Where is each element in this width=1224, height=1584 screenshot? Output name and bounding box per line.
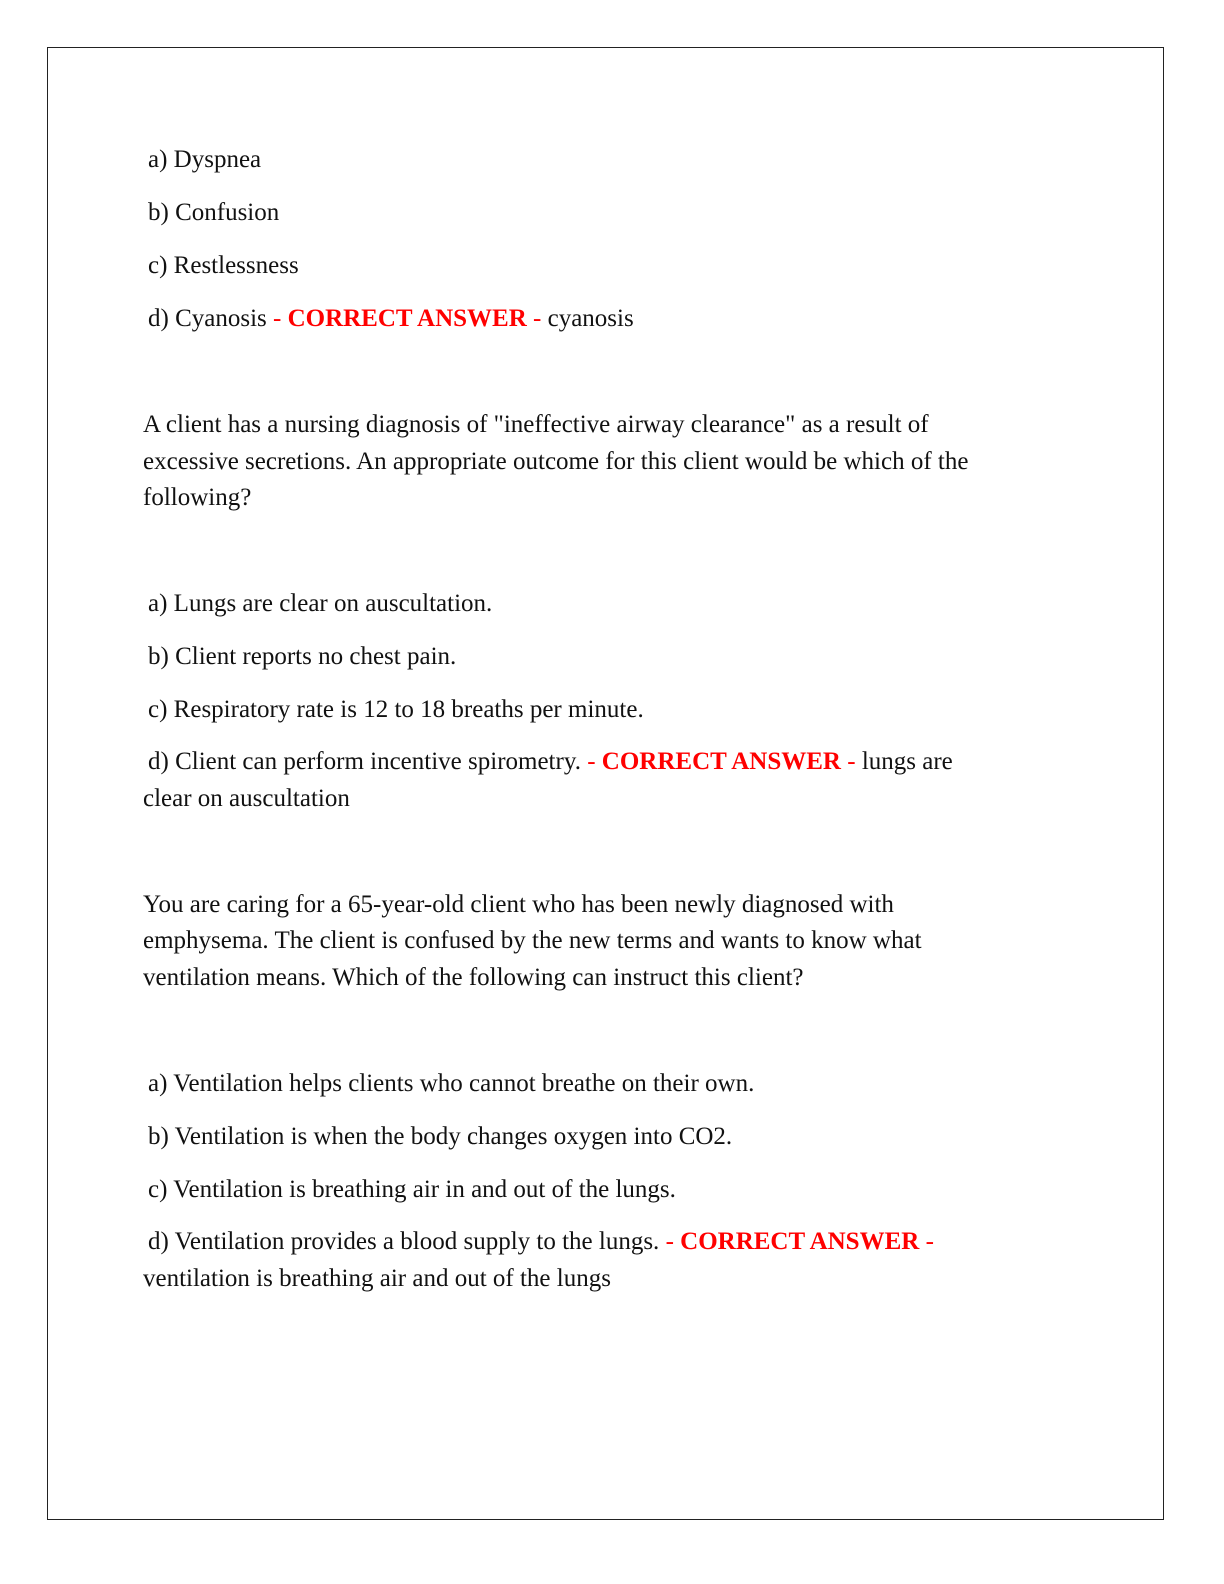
q3-question-line-2: emphysema. The client is confused by the new terms and wants to know what — [143, 927, 922, 954]
q1-option-c: c) Restlessness — [148, 252, 299, 279]
q2-answer-text: lungs are — [861, 748, 953, 775]
q2-option-c: c) Respiratory rate is 12 to 18 breaths per minute. — [148, 696, 644, 723]
q3-option-d: d) Ventilation provides a blood supply to the lungs. - CORRECT ANSWER - — [148, 1228, 934, 1255]
q3-answer-text: ventilation is breathing air and out of the lungs — [143, 1265, 611, 1292]
correct-answer-marker: - CORRECT ANSWER - — [273, 305, 542, 332]
q2-answer-text-cont: clear on auscultation — [143, 785, 350, 812]
q2-option-b: b) Client reports no chest pain. — [148, 643, 457, 670]
q3-option-c: c) Ventilation is breathing air in and out of the lungs. — [148, 1176, 676, 1203]
q2-question-line-1: A client has a nursing diagnosis of "ineffective airway clearance" as a result of — [143, 411, 929, 438]
q1-option-d: d) Cyanosis - CORRECT ANSWER - cyanosis — [148, 305, 634, 332]
q2-question-line-3: following? — [143, 484, 252, 511]
q2-option-a: a) Lungs are clear on auscultation. — [148, 590, 493, 617]
q2-option-d: d) Client can perform incentive spirometry. - CORRECT ANSWER - lungs are — [148, 748, 953, 775]
q2-question-line-2: excessive secretions. An appropriate outcome for this client would be which of the — [143, 448, 969, 475]
q3-option-b: b) Ventilation is when the body changes oxygen into CO2. — [148, 1123, 733, 1150]
q1-answer-text: cyanosis — [547, 305, 634, 332]
q1-option-a: a) Dyspnea — [148, 146, 262, 173]
q1-option-b: b) Confusion — [148, 199, 280, 226]
q3-option-a: a) Ventilation helps clients who cannot breathe on their own. — [148, 1070, 755, 1097]
correct-answer-marker: - CORRECT ANSWER - — [587, 748, 856, 775]
correct-answer-marker: - CORRECT ANSWER - — [665, 1228, 934, 1255]
q3-question-line-3: ventilation means. Which of the following can instruct this client? — [143, 964, 804, 991]
q3-question-line-1: You are caring for a 65-year-old client who has been newly diagnosed with — [143, 891, 894, 918]
